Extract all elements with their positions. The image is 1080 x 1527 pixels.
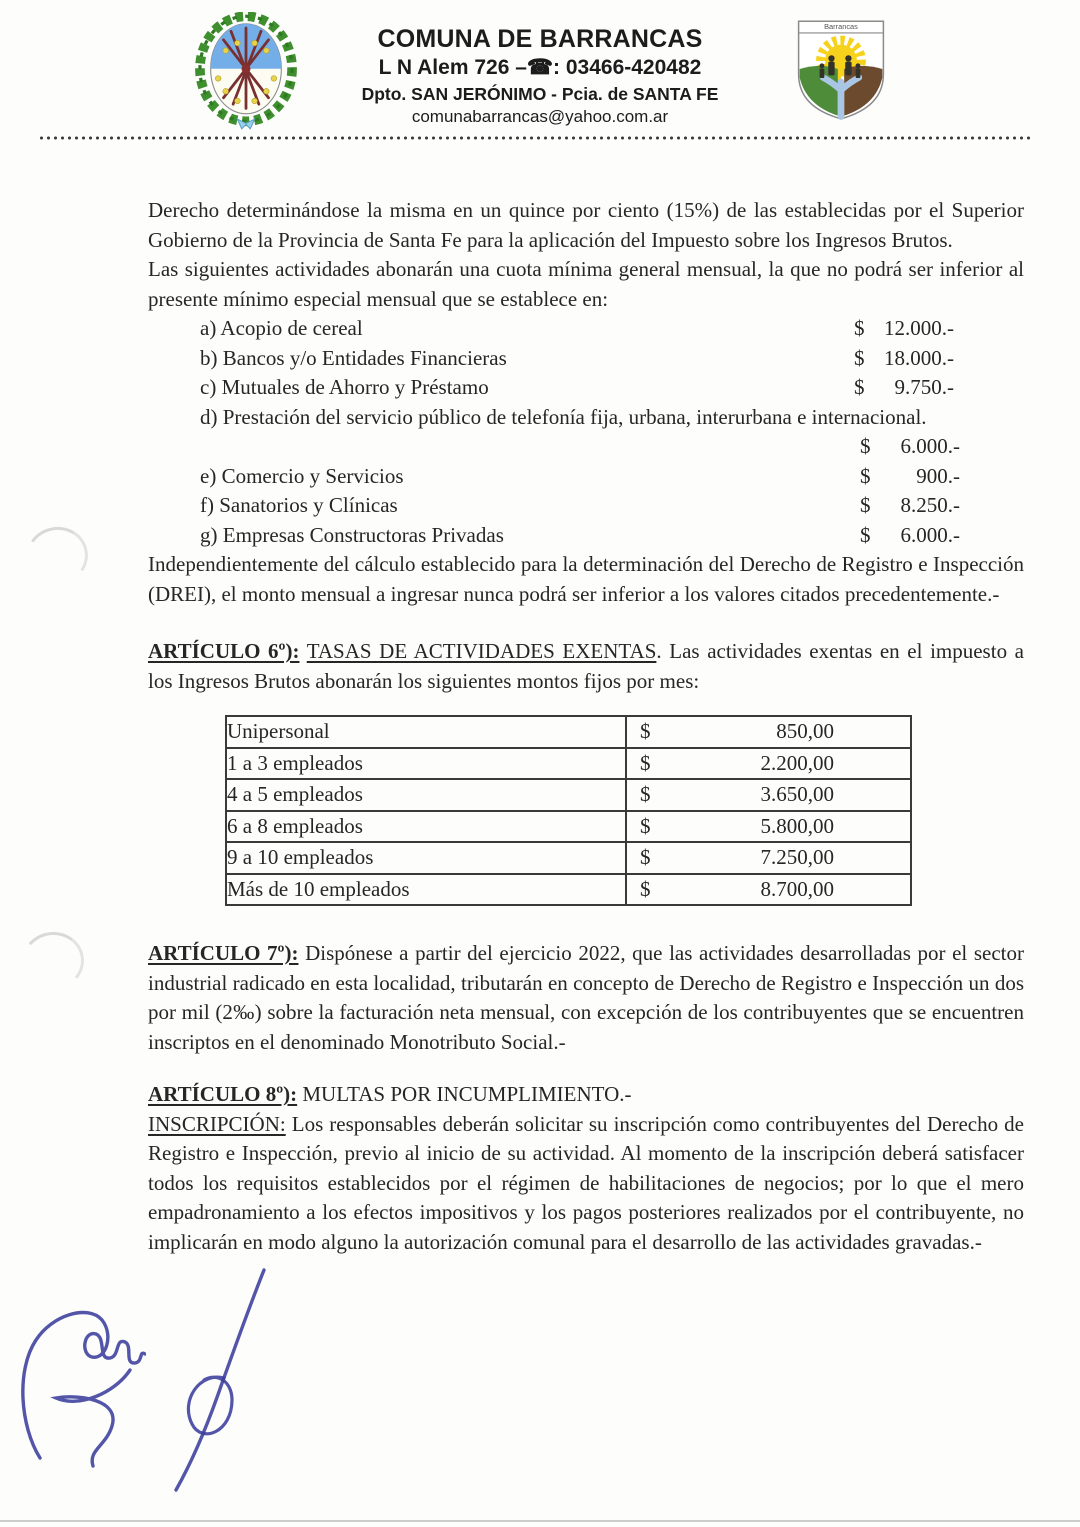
table-row: 6 a 8 empleados $ 5.800,00	[226, 811, 911, 843]
table-value: 3.650,00	[760, 782, 834, 806]
table-row: 4 a 5 empleados $ 3.650,00	[226, 779, 911, 811]
letterhead	[340, 24, 740, 128]
intro-paragraph-2: Las siguientes actividades abonarán una cuota mínima general mensual, la que no podrá ser inferior al presente mínimo especial mensual que se establece en:	[148, 257, 1024, 311]
fee-amount: 900.-	[916, 463, 960, 488]
articulo-8-title: MULTAS POR INCUMPLIMIENTO.-	[302, 1082, 632, 1106]
articulo-6-label: ARTÍCULO 6º):	[148, 639, 300, 663]
currency-symbol: $	[854, 375, 865, 399]
table-row: Unipersonal $ 850,00	[226, 716, 911, 748]
currency-symbol: $	[640, 813, 651, 838]
drei-note-paragraph: Independientemente del cálculo establecido para la determinación del Derecho de Registro e Inspección (DREI), el monto mensual a ingresar nunca podrá ser inferior a los valores citados precedentemente.-	[148, 552, 1024, 606]
currency-symbol: $	[640, 750, 651, 775]
articulo-6-subtitle: TASAS DE ACTIVIDADES EXENTAS	[306, 639, 657, 663]
fee-amount: 6.000.-	[900, 522, 960, 547]
fee-item-d-amount	[148, 432, 1024, 462]
articulo-6-text: Las actividades exentas en el impuesto a los Ingresos Brutos abonarán los siguientes montos fijos por mes:	[148, 639, 1025, 693]
table-value: 2.200,00	[760, 750, 834, 775]
fee-amount: 12.000.-	[884, 316, 954, 340]
table-value: 8.700,00	[760, 876, 834, 901]
currency-symbol: $	[860, 463, 871, 488]
currency-symbol: $	[860, 434, 871, 458]
page-edge-shadow	[0, 1520, 1080, 1522]
document-body	[148, 196, 1024, 1257]
email-address: comunabarrancas@yahoo.com.ar	[411, 107, 669, 126]
minimum-fee-list	[148, 314, 1024, 550]
inscripcion-paragraph	[148, 1110, 1024, 1258]
currency-symbol: $	[860, 493, 871, 517]
fee-item-g: g) Empresas Constructoras Privadas $ 6.000.-	[148, 521, 1024, 551]
address-phone: L N Alem 726 –☎: 03466-420482	[378, 56, 702, 79]
scan-mark-bottom	[19, 929, 87, 993]
signature-left	[18, 1308, 146, 1468]
santa-fe-coat-of-arms-icon	[192, 12, 300, 132]
articulo-6-paragraph: ARTÍCULO 6º): TASAS DE ACTIVIDADES EXENTAS. Las actividades exentas en el impuesto a los Ingresos Brutos abonarán los siguientes montos fijos por mes:	[148, 639, 1025, 693]
currency-symbol: $	[640, 845, 651, 869]
table-value: 5.800,00	[760, 813, 834, 838]
intro-paragraph-1: Derecho determinándose la misma en un quince por ciento (15%) de las establecidas por el Superior Gobierno de la Provincia de Santa Fe para la aplicación del Impuesto sobre los Ingresos Brutos.	[148, 198, 1024, 252]
fee-amount: 9.750.-	[894, 375, 954, 399]
currency-symbol: $	[854, 345, 865, 370]
barrancas-shield-logo-icon	[793, 16, 889, 122]
articulo-7-text: Dispónese a partir del ejercicio 2022, que las actividades desarrolladas por el sector industrial radicado en esta localidad, tributarán en concepto de Derecho de Registro e Inspección un dos por mil (2‰) sobre la facturación neta mensual, con excepción de los contribuyentes que se encuentren inscriptos en el denominado Monotributo Social.-	[148, 941, 1024, 1054]
articulo-7-label: ARTÍCULO 7º):	[148, 941, 299, 965]
currency-symbol: $	[640, 719, 651, 743]
articulo-8-label: ARTÍCULO 8º):	[148, 1082, 298, 1106]
currency-symbol: $	[854, 316, 865, 340]
org-name: COMUNA DE BARRANCAS	[377, 25, 703, 53]
fee-amount: 6.000.-	[900, 434, 960, 458]
exempt-fees-table	[225, 715, 912, 906]
table-value: 850,00	[776, 719, 834, 743]
fee-item-a: a) Acopio de cereal $ 12.000.-	[148, 314, 1024, 344]
fee-item-e: e) Comercio y Servicios $ 900.-	[148, 462, 1024, 492]
fee-item-b: b) Bancos y/o Entidades Financieras $ 18.000.-	[148, 344, 1024, 374]
table-row: 9 a 10 empleados $ 7.250,00	[226, 842, 911, 874]
fee-amount: 18.000.-	[884, 345, 954, 370]
articulo-7-paragraph	[148, 939, 1024, 1057]
signature-right	[148, 1268, 280, 1493]
articulo-8-heading	[148, 1080, 1024, 1110]
currency-symbol: $	[860, 522, 871, 547]
scan-mark-top	[21, 521, 94, 591]
currency-symbol: $	[640, 876, 651, 901]
inscripcion-text: Los responsables deberán solicitar su inscripción como contribuyentes del Derecho de Registro e Inspección, previo al inicio de su actividad. Al momento de la inscripción deberá satisfacer todos los requisitos establecidos por el régimen de habilitaciones de negocios; por lo que el mero empadronamiento a los efectos impositivos y los pagos posteriores realizados por el contribuyente, no implicarán en modo alguno la autorización comunal para el desarrollo de las actividades gravadas.-	[148, 1111, 1024, 1254]
fee-item-d: d) Prestación del servicio público de telefonía fija, urbana, interurbana e internacional.	[200, 404, 927, 429]
table-value: 7.250,00	[760, 845, 834, 869]
fee-amount: 8.250.-	[900, 493, 960, 517]
currency-symbol: $	[640, 782, 651, 806]
logo-caption: Barrancas	[824, 22, 858, 32]
department-line: Dpto. SAN JERÓNIMO - Pcia. de SANTA FE	[361, 84, 719, 104]
table-row: Más de 10 empleados $ 8.700,00	[226, 874, 911, 906]
table-row: 1 a 3 empleados $ 2.200,00	[226, 748, 911, 780]
inscripcion-label: INSCRIPCIÓN:	[148, 1111, 286, 1136]
dotted-separator	[38, 136, 1030, 140]
fee-item-f: f) Sanatorios y Clínicas $ 8.250.-	[148, 491, 1024, 521]
fee-item-c: c) Mutuales de Ahorro y Préstamo $ 9.750.-	[148, 373, 1024, 403]
